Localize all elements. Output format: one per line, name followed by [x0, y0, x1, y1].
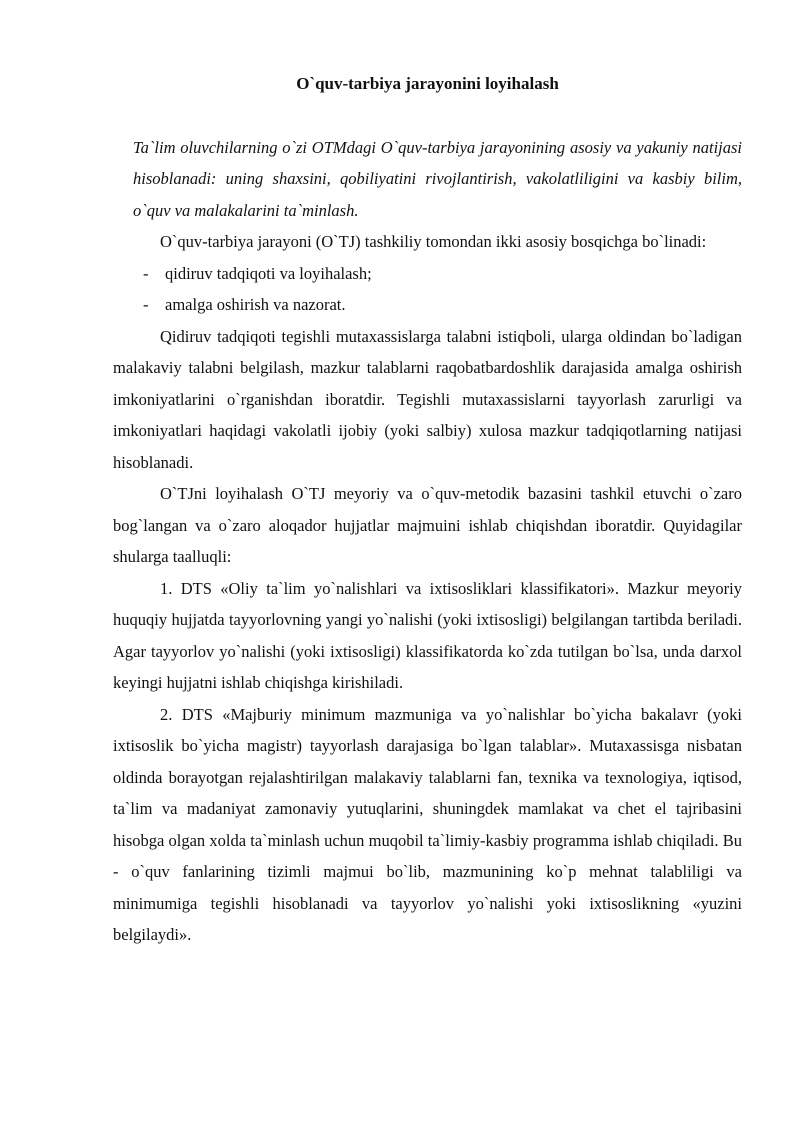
- paragraph-dts-2: 2. DTS «Majburiy minimum mazmuniga va yo`nalishlar bo`yicha bakalavr (yoki ixtisoslik bo`yicha magistr) tayyorlash darajasiga bo`lgan talablar». Mutaxassisga nisbatan oldinda borayotgan rejalashtirilgan malakaviy talablarni fan, texnika va texnologiya, iqtisod, ta`lim va madaniyat zamonaviy yutuqlarini, shuningdek mamlakat va chet el tajribasini hisobga olgan xolda ta`minlash uchun muqobil ta`limiy-kasbiy programma ishlab chiqiladi. Bu - o`quv fanlarining tizimli majmui bo`lib, mazmunining ko`p mehnat talabliligi va minimumiga tegishli hisoblanadi va tayyorlov yo`nalishi yoki ixtisoslikning «yuzini belgilaydi».: [113, 704, 742, 945]
- paragraph-dts-1: 1. DTS «Oliy ta`lim yo`nalishlari va ixtisosliklari klassifikatori». Mazkur meyoriy huquqiy hujjatda tayyorlovning yangi yo`nalishi (yoki ixtisosligi) belgilangan tartibda beriladi. Agar tayyorlov yo`nalishi (yoki ixtisosligi) klassifikatorda ko`zda tutilgan bo`lsa, unda darxol keyingi hujjatni ishlab chiqishga kirishiladi.: [113, 578, 742, 693]
- stages-list: [113, 258, 742, 321]
- paragraph-stages: O`quv-tarbiya jarayoni (O`TJ) tashkiliy tomondan ikki asosiy bosqichga bo`linadi:: [160, 232, 707, 252]
- list-marker: -: [143, 295, 149, 315]
- document-body: [113, 132, 742, 951]
- list-item-text: amalga oshirish va nazorat.: [165, 295, 346, 315]
- paragraph-research: Qidiruv tadqiqoti tegishli mutaxassislarga talabni istiqboli, ularga oldindan bo`ladigan malakaviy talabni belgilash, mazkur talablarni raqobatbardoshlik darajasida amalga oshirish imkoniyatlarini o`rganishdan iboratdir. Tegishli mutaxassislarni tayyorlash zarurligi va imkoniyatlari haqidagi vakolatli ijobiy (yoki salbiy) xulosa mazkur tadqiqotlarning natijasi hisoblanadi.: [113, 326, 742, 472]
- list-marker: -: [143, 263, 149, 283]
- epigraph: Ta`lim oluvchilarning o`zi OTMdagi O`quv-tarbiya jarayonining asosiy va yakuniy natijasi hisoblanadi: uning shaxsini, qobiliyatini rivojlantirish, vakolatliligini va kasbiy bilim, o`quv va malakalarini ta`minlash.: [133, 137, 742, 220]
- paragraph-design: O`TJni loyihalash O`TJ meyoriy va o`quv-metodik bazasini tashkil etuvchi o`zaro bog`langan va o`zaro aloqador hujjatlar majmuini ishlab chiqishdan iboratdir. Quyidagilar shularga taalluqli:: [113, 484, 742, 567]
- list-item-text: qidiruv tadqiqoti va loyihalash;: [165, 263, 372, 283]
- page-title: O`quv-tarbiya jarayonini loyihalash: [296, 74, 559, 93]
- list-item: [143, 289, 742, 321]
- list-item: [143, 258, 742, 290]
